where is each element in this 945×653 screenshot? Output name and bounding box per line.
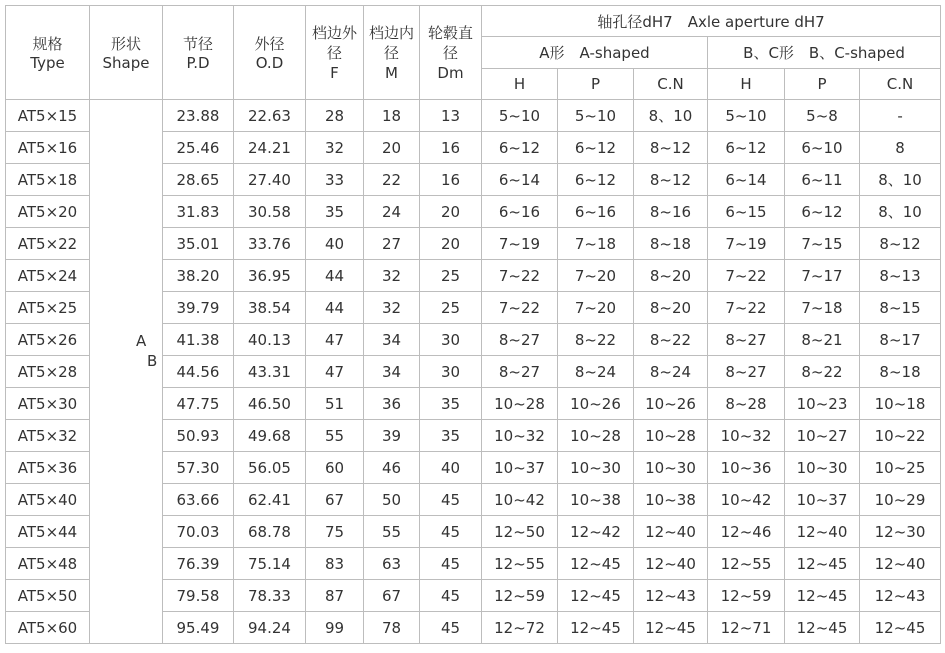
cell-a-cn: 8~18	[634, 228, 708, 260]
cell-bc-p: 10~23	[785, 388, 860, 420]
cell-bc-h: 8~27	[708, 324, 785, 356]
cell-pd: 39.79	[163, 292, 234, 324]
cell-bc-cn: 12~45	[860, 612, 941, 644]
cell-type: AT5×60	[6, 612, 90, 644]
shape-a-label: A	[136, 332, 147, 350]
cell-a-cn: 8~16	[634, 196, 708, 228]
cell-bc-cn: 12~43	[860, 580, 941, 612]
cell-a-h: 6~16	[482, 196, 558, 228]
cell-pd: 95.49	[163, 612, 234, 644]
cell-a-cn: 10~28	[634, 420, 708, 452]
subheader-a-cn: C.N	[634, 69, 708, 100]
cell-a-p: 6~16	[558, 196, 634, 228]
cell-bc-p: 7~15	[785, 228, 860, 260]
cell-a-h: 12~50	[482, 516, 558, 548]
cell-a-h: 8~27	[482, 356, 558, 388]
header-od: 外径 O.D	[234, 6, 306, 100]
cell-a-cn: 10~38	[634, 484, 708, 516]
cell-flange-inner: 55	[364, 516, 420, 548]
cell-bc-cn: 8~12	[860, 228, 941, 260]
cell-a-cn: 12~40	[634, 548, 708, 580]
cell-a-cn: 12~45	[634, 612, 708, 644]
cell-bc-cn: 8、10	[860, 164, 941, 196]
cell-a-cn: 8~22	[634, 324, 708, 356]
cell-pd: 28.65	[163, 164, 234, 196]
subheader-bc-h: H	[708, 69, 785, 100]
cell-bc-h: 10~42	[708, 484, 785, 516]
cell-flange-outer: 28	[306, 100, 364, 132]
header-bc-shaped: B、C形 B、C-shaped	[708, 37, 941, 69]
cell-pd: 23.88	[163, 100, 234, 132]
cell-flange-inner: 20	[364, 132, 420, 164]
cell-bc-p: 12~45	[785, 548, 860, 580]
cell-a-h: 12~72	[482, 612, 558, 644]
cell-shape	[90, 100, 163, 644]
cell-hub-diameter: 35	[420, 420, 482, 452]
cell-bc-h: 7~22	[708, 292, 785, 324]
cell-hub-diameter: 45	[420, 612, 482, 644]
cell-a-h: 8~27	[482, 324, 558, 356]
cell-flange-inner: 27	[364, 228, 420, 260]
cell-flange-outer: 51	[306, 388, 364, 420]
cell-a-h: 7~19	[482, 228, 558, 260]
cell-bc-cn: 8	[860, 132, 941, 164]
cell-a-p: 7~18	[558, 228, 634, 260]
cell-od: 94.24	[234, 612, 306, 644]
cell-bc-cn: 10~18	[860, 388, 941, 420]
header-a-shaped: A形 A-shaped	[482, 37, 708, 69]
cell-flange-inner: 39	[364, 420, 420, 452]
cell-flange-inner: 67	[364, 580, 420, 612]
cell-type: AT5×18	[6, 164, 90, 196]
cell-hub-diameter: 25	[420, 260, 482, 292]
cell-a-h: 7~22	[482, 292, 558, 324]
cell-bc-cn: 8~13	[860, 260, 941, 292]
subheader-a-p: P	[558, 69, 634, 100]
header-flange-inner: 档边内 径 M	[364, 6, 420, 100]
cell-flange-outer: 47	[306, 356, 364, 388]
cell-pd: 41.38	[163, 324, 234, 356]
cell-pd: 57.30	[163, 452, 234, 484]
cell-type: AT5×22	[6, 228, 90, 260]
cell-od: 49.68	[234, 420, 306, 452]
cell-flange-outer: 60	[306, 452, 364, 484]
cell-pd: 35.01	[163, 228, 234, 260]
cell-a-p: 8~24	[558, 356, 634, 388]
cell-flange-inner: 24	[364, 196, 420, 228]
cell-type: AT5×16	[6, 132, 90, 164]
cell-hub-diameter: 40	[420, 452, 482, 484]
cell-bc-h: 8~27	[708, 356, 785, 388]
cell-a-h: 5~10	[482, 100, 558, 132]
cell-flange-outer: 32	[306, 132, 364, 164]
cell-pd: 44.56	[163, 356, 234, 388]
cell-flange-outer: 99	[306, 612, 364, 644]
cell-pd: 38.20	[163, 260, 234, 292]
cell-hub-diameter: 20	[420, 228, 482, 260]
cell-a-p: 10~26	[558, 388, 634, 420]
header-type: 规格 Type	[6, 6, 90, 100]
cell-hub-diameter: 13	[420, 100, 482, 132]
cell-od: 38.54	[234, 292, 306, 324]
cell-bc-p: 7~17	[785, 260, 860, 292]
cell-flange-inner: 46	[364, 452, 420, 484]
cell-od: 22.63	[234, 100, 306, 132]
cell-hub-diameter: 45	[420, 484, 482, 516]
cell-a-p: 10~30	[558, 452, 634, 484]
cell-hub-diameter: 35	[420, 388, 482, 420]
cell-a-p: 12~42	[558, 516, 634, 548]
table-row	[6, 100, 941, 132]
cell-bc-p: 10~37	[785, 484, 860, 516]
header-pd: 节径 P.D	[163, 6, 234, 100]
cell-type: AT5×24	[6, 260, 90, 292]
cell-flange-inner: 78	[364, 612, 420, 644]
cell-type: AT5×30	[6, 388, 90, 420]
cell-a-p: 8~22	[558, 324, 634, 356]
cell-pd: 31.83	[163, 196, 234, 228]
cell-flange-outer: 44	[306, 292, 364, 324]
cell-od: 40.13	[234, 324, 306, 356]
cell-pd: 47.75	[163, 388, 234, 420]
cell-flange-inner: 32	[364, 260, 420, 292]
cell-bc-h: 8~28	[708, 388, 785, 420]
cell-bc-p: 12~40	[785, 516, 860, 548]
header-shape: 形状 Shape	[90, 6, 163, 100]
cell-bc-h: 12~59	[708, 580, 785, 612]
cell-flange-inner: 22	[364, 164, 420, 196]
cell-hub-diameter: 45	[420, 516, 482, 548]
header-axle-aperture: 轴孔径dH7 Axle aperture dH7	[482, 6, 941, 37]
cell-od: 33.76	[234, 228, 306, 260]
cell-flange-inner: 34	[364, 324, 420, 356]
cell-bc-cn: 10~29	[860, 484, 941, 516]
cell-od: 43.31	[234, 356, 306, 388]
cell-a-h: 7~22	[482, 260, 558, 292]
cell-hub-diameter: 25	[420, 292, 482, 324]
header-hub-diameter: 轮毂直 径 Dm	[420, 6, 482, 100]
cell-od: 56.05	[234, 452, 306, 484]
cell-bc-cn: 12~30	[860, 516, 941, 548]
cell-type: AT5×25	[6, 292, 90, 324]
cell-od: 24.21	[234, 132, 306, 164]
cell-a-cn: 8~12	[634, 164, 708, 196]
cell-pd: 70.03	[163, 516, 234, 548]
cell-bc-h: 6~14	[708, 164, 785, 196]
cell-type: AT5×36	[6, 452, 90, 484]
cell-flange-inner: 18	[364, 100, 420, 132]
cell-bc-h: 12~55	[708, 548, 785, 580]
table-body	[6, 100, 941, 644]
subheader-bc-p: P	[785, 69, 860, 100]
cell-bc-cn: 10~25	[860, 452, 941, 484]
cell-flange-outer: 55	[306, 420, 364, 452]
shape-b-label: B	[147, 352, 158, 370]
cell-hub-diameter: 45	[420, 548, 482, 580]
cell-od: 46.50	[234, 388, 306, 420]
cell-flange-outer: 44	[306, 260, 364, 292]
cell-a-cn: 12~40	[634, 516, 708, 548]
cell-bc-h: 10~32	[708, 420, 785, 452]
cell-type: AT5×28	[6, 356, 90, 388]
subheader-bc-cn: C.N	[860, 69, 941, 100]
cell-bc-h: 5~10	[708, 100, 785, 132]
cell-flange-outer: 87	[306, 580, 364, 612]
cell-a-p: 12~45	[558, 548, 634, 580]
cell-od: 30.58	[234, 196, 306, 228]
cell-flange-inner: 63	[364, 548, 420, 580]
cell-flange-inner: 36	[364, 388, 420, 420]
cell-flange-inner: 50	[364, 484, 420, 516]
cell-hub-diameter: 16	[420, 132, 482, 164]
cell-bc-h: 6~15	[708, 196, 785, 228]
cell-type: AT5×15	[6, 100, 90, 132]
cell-a-h: 12~55	[482, 548, 558, 580]
cell-pd: 63.66	[163, 484, 234, 516]
cell-type: AT5×40	[6, 484, 90, 516]
cell-type: AT5×20	[6, 196, 90, 228]
cell-bc-cn: 10~22	[860, 420, 941, 452]
cell-bc-cn: -	[860, 100, 941, 132]
cell-bc-h: 6~12	[708, 132, 785, 164]
cell-flange-inner: 34	[364, 356, 420, 388]
cell-a-h: 6~12	[482, 132, 558, 164]
cell-bc-p: 6~12	[785, 196, 860, 228]
cell-bc-p: 10~27	[785, 420, 860, 452]
cell-bc-cn: 8~15	[860, 292, 941, 324]
cell-a-h: 6~14	[482, 164, 558, 196]
subheader-a-h: H	[482, 69, 558, 100]
cell-bc-cn: 8~18	[860, 356, 941, 388]
cell-pd: 50.93	[163, 420, 234, 452]
cell-bc-p: 8~21	[785, 324, 860, 356]
cell-a-p: 6~12	[558, 164, 634, 196]
cell-pd: 76.39	[163, 548, 234, 580]
cell-pd: 25.46	[163, 132, 234, 164]
cell-a-h: 10~37	[482, 452, 558, 484]
cell-flange-outer: 83	[306, 548, 364, 580]
cell-hub-diameter: 20	[420, 196, 482, 228]
cell-od: 75.14	[234, 548, 306, 580]
cell-a-cn: 8~20	[634, 260, 708, 292]
cell-type: AT5×50	[6, 580, 90, 612]
cell-a-p: 6~12	[558, 132, 634, 164]
cell-od: 27.40	[234, 164, 306, 196]
cell-a-p: 10~28	[558, 420, 634, 452]
cell-flange-outer: 40	[306, 228, 364, 260]
cell-bc-h: 7~19	[708, 228, 785, 260]
cell-a-p: 12~45	[558, 580, 634, 612]
cell-hub-diameter: 30	[420, 324, 482, 356]
cell-flange-outer: 35	[306, 196, 364, 228]
cell-a-h: 12~59	[482, 580, 558, 612]
cell-flange-inner: 32	[364, 292, 420, 324]
cell-bc-p: 10~30	[785, 452, 860, 484]
cell-a-h: 10~28	[482, 388, 558, 420]
cell-a-cn: 12~43	[634, 580, 708, 612]
cell-flange-outer: 75	[306, 516, 364, 548]
cell-bc-cn: 8~17	[860, 324, 941, 356]
cell-a-cn: 10~26	[634, 388, 708, 420]
cell-a-cn: 8~12	[634, 132, 708, 164]
cell-type: AT5×48	[6, 548, 90, 580]
cell-a-p: 12~45	[558, 612, 634, 644]
cell-bc-cn: 8、10	[860, 196, 941, 228]
cell-bc-h: 10~36	[708, 452, 785, 484]
cell-bc-p: 7~18	[785, 292, 860, 324]
cell-type: AT5×32	[6, 420, 90, 452]
cell-a-h: 10~32	[482, 420, 558, 452]
cell-flange-outer: 67	[306, 484, 364, 516]
cell-a-cn: 8、10	[634, 100, 708, 132]
cell-a-p: 10~38	[558, 484, 634, 516]
cell-hub-diameter: 45	[420, 580, 482, 612]
cell-bc-p: 8~22	[785, 356, 860, 388]
cell-a-cn: 8~24	[634, 356, 708, 388]
cell-bc-h: 7~22	[708, 260, 785, 292]
pulley-spec-table	[5, 5, 941, 644]
cell-bc-p: 5~8	[785, 100, 860, 132]
cell-bc-h: 12~46	[708, 516, 785, 548]
cell-a-h: 10~42	[482, 484, 558, 516]
cell-od: 62.41	[234, 484, 306, 516]
cell-bc-p: 6~11	[785, 164, 860, 196]
cell-flange-outer: 47	[306, 324, 364, 356]
cell-a-p: 7~20	[558, 260, 634, 292]
cell-bc-p: 12~45	[785, 580, 860, 612]
cell-pd: 79.58	[163, 580, 234, 612]
cell-od: 68.78	[234, 516, 306, 548]
cell-a-p: 7~20	[558, 292, 634, 324]
cell-bc-h: 12~71	[708, 612, 785, 644]
cell-od: 36.95	[234, 260, 306, 292]
cell-hub-diameter: 16	[420, 164, 482, 196]
cell-bc-p: 12~45	[785, 612, 860, 644]
cell-bc-cn: 12~40	[860, 548, 941, 580]
cell-od: 78.33	[234, 580, 306, 612]
cell-a-p: 5~10	[558, 100, 634, 132]
header-flange-outer: 档边外 径 F	[306, 6, 364, 100]
cell-type: AT5×26	[6, 324, 90, 356]
cell-bc-p: 6~10	[785, 132, 860, 164]
cell-a-cn: 8~20	[634, 292, 708, 324]
cell-flange-outer: 33	[306, 164, 364, 196]
cell-type: AT5×44	[6, 516, 90, 548]
cell-hub-diameter: 30	[420, 356, 482, 388]
cell-a-cn: 10~30	[634, 452, 708, 484]
